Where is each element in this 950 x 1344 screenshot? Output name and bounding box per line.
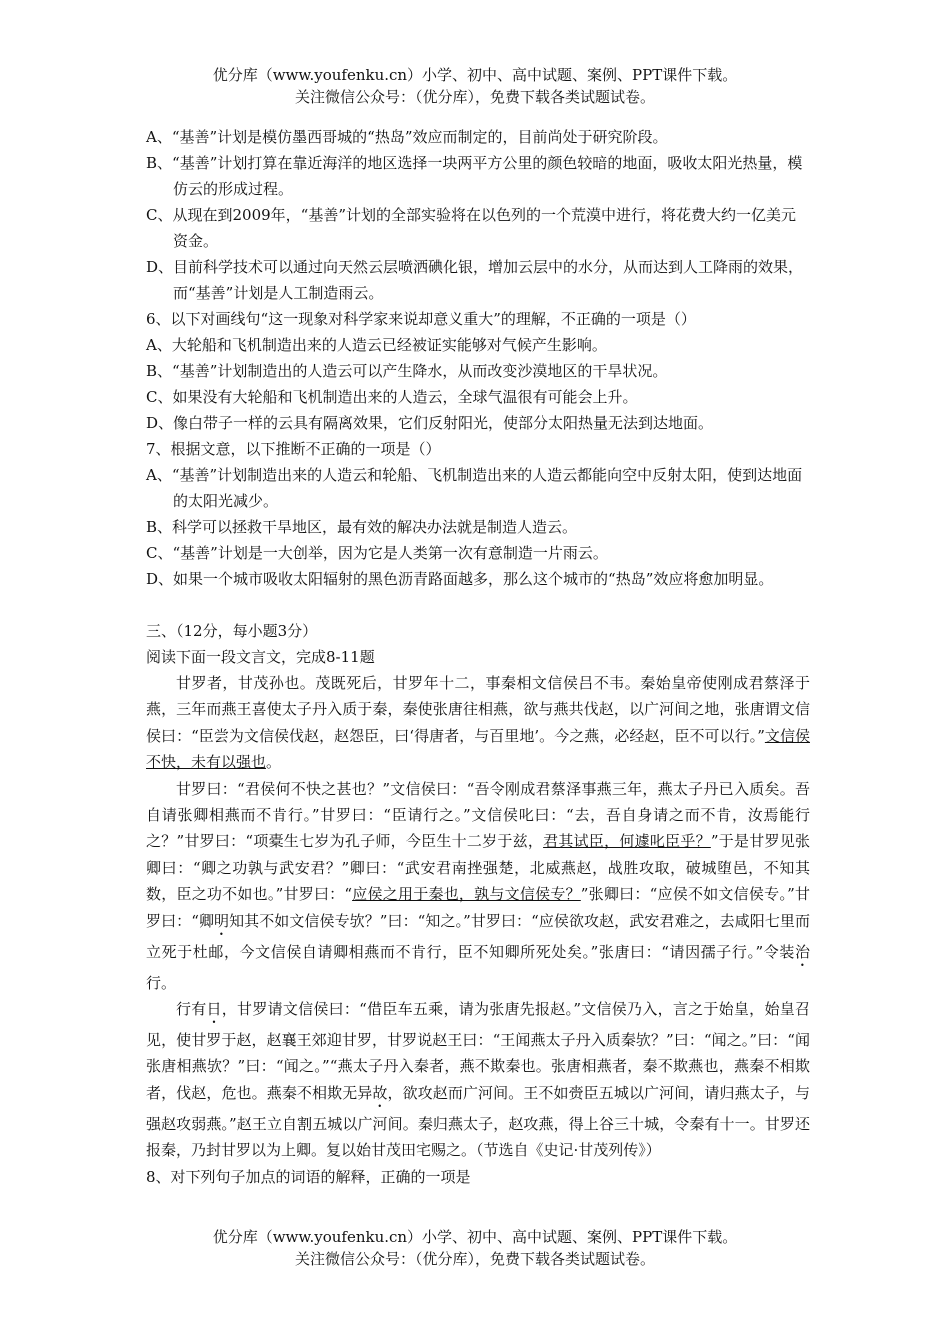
classical-passage-paragraph-2: [146, 776, 810, 996]
section-spacer: [146, 592, 810, 618]
p1-text-b: 。: [266, 753, 282, 772]
q6-option-c: C、如果没有大轮船和飞机制造出来的人造云，全球气温很有可能会上升。: [146, 388, 638, 406]
q7-option-b: B、科学可以拯救干旱地区，最有效的解决办法就是制造人造云。: [146, 518, 578, 536]
question-6: [146, 306, 810, 436]
page-header: [0, 64, 950, 108]
p2-underlined-sentence-1: 君其试臣，何遽叱臣乎？: [543, 832, 711, 851]
q6-option-b: B、“基善”计划制造出的人造云可以产生降水，从而改变沙漠地区的干旱状况。: [146, 362, 668, 380]
question-7: [146, 436, 810, 592]
q7-option-d: D、如果一个城市吸收太阳辐射的黑色沥青路面越多，那么这个城市的“热岛”效应将愈加明显。: [146, 570, 774, 588]
p3-dotted-word-ri: 日: [206, 1000, 222, 1019]
p2-text-a: 甘罗曰：“君侯何不快之甚也？”文信侯曰：“吾令刚成君蔡泽事燕三年，燕太子丹已入质矣。吾自请张卿相燕而不肯行。”甘罗曰：“臣请行之。”文信侯叱曰：“去，吾自身请之而不肯，汝焉能行之？”甘罗曰：“项橐生七岁为孔子师，今臣生十二岁于兹，: [146, 779, 810, 851]
header-line-1: 优分库（www.youfenku.cn）小学、初中、高中试题、案例、PPT课件下载。: [212, 66, 738, 84]
p2-text-b: ”于是甘罗见张卿曰：“卿之功孰与武安君？”卿曰：“武安君南挫强楚，北威燕赵，战胜攻取，破城堕邑，不知其数，臣之功不如也。”甘罗曰：“: [146, 832, 810, 904]
q5-option-c: C、从现在到2009年，“基善”计划的全部实验将在以色列的一个荒漠中进行，将花费大约一亿美元资金。: [146, 206, 796, 250]
q6-option-a: A、大轮船和飞机制造出来的人造云已经被证实能够对气候产生影响。: [146, 336, 607, 354]
footer-line-2: 关注微信公众号：（优分库），免费下载各类试题试卷。: [294, 1250, 655, 1268]
section-3: [146, 618, 810, 1164]
p2-text-c: ”张卿曰：“应侯不如文信侯专。”甘罗曰：“卿: [146, 885, 810, 930]
classical-passage-paragraph-3: [146, 996, 810, 1164]
page-content: [146, 124, 810, 1190]
p2-dotted-word-zhi: 治: [794, 942, 810, 961]
p3-text-b: ，甘罗请文信侯曰：“借臣车五乘，请为张唐先报赵。”文信侯乃入，言之于始皇，始皇召见，使甘罗于赵，赵襄王郊迎甘罗，甘罗说赵王曰：“王闻燕太子丹入质秦欤？”曰：“闻之。”曰：“闻张唐相燕欤？”曰：“闻之。”“燕太子丹入秦者，燕不欺秦也。张唐相燕者，秦不欺燕也，燕秦不相欺者，伐赵，危也。燕秦不相欺无异: [146, 1000, 810, 1102]
q6-option-d: D、像白带子一样的云具有隔离效果，它们反射阳光，使部分太阳热量无法到达地面。: [146, 414, 714, 432]
p3-dotted-word-gu: 故: [372, 1083, 388, 1102]
p3-text-c: ，欲攻赵而广河间。王不如赍臣五城以广河间，请归燕太子，与强赵攻弱燕。”赵王立自割五城以广河间。秦归燕太子，赵攻燕，得上谷三十城，令秦有十一。甘罗还报秦，乃封甘罗以为上卿。复以始甘茂田宅赐之。（节选自《史记·甘茂列传》）: [146, 1083, 810, 1160]
p1-text-a: 甘罗者，甘茂孙也。茂既死后，甘罗年十二，事秦相文信侯吕不韦。秦始皇帝使刚成君蔡泽于燕，三年而燕王喜使太子丹入质于秦，秦使张唐往相燕，欲与燕共伐赵，以广河间之地，张唐谓文信侯曰：“臣尝为文信侯伐赵，赵怨臣，曰‘得唐者，与百里地’。今之燕，必经赵，臣不可以行。”: [146, 674, 810, 745]
header-line-2: 关注微信公众号：（优分库），免费下载各类试题试卷。: [294, 88, 655, 106]
footer-line-1: 优分库（www.youfenku.cn）小学、初中、高中试题、案例、PPT课件下载。: [212, 1228, 738, 1246]
classical-passage-paragraph-1: [146, 670, 810, 776]
q5-option-a: A、“基善”计划是模仿墨西哥城的“热岛”效应而制定的，目前尚处于研究阶段。: [146, 128, 668, 146]
q6-stem: 6、以下对画线句“这一现象对科学家来说却意义重大”的理解，不正确的一项是（）: [146, 310, 696, 328]
q7-stem: 7、根据文意，以下推断不正确的一项是（）: [146, 440, 441, 458]
p1-underlined-sentence: 文信侯不快，未有以强也: [146, 726, 810, 772]
p2-underlined-sentence-2: 应侯之用于秦也，孰与文信侯专？: [352, 885, 581, 904]
q8-stem: 8、对下列句子加点的词语的解释，正确的一项是: [146, 1167, 471, 1186]
p2-text-e: 行。: [146, 973, 177, 992]
p2-dotted-word-ming: 明: [214, 911, 230, 930]
q7-option-c: C、“基善”计划是一大创举，因为它是人类第一次有意制造一片雨云。: [146, 544, 608, 562]
question-5-options: [146, 124, 810, 306]
section-3-instruction: 阅读下面一段文言文，完成8-11题: [146, 648, 375, 666]
section-3-title: 三、（12分，每小题3分）: [146, 622, 318, 640]
q7-option-a: A、“基善”计划制造出来的人造云和轮船、飞机制造出来的人造云都能向空中反射太阳，使到达地面的太阳光减少。: [146, 466, 803, 510]
page-footer: [0, 1226, 950, 1270]
p2-text-d: 知其不如文信侯专欤？”曰：“知之。”甘罗曰：“应侯欲攻赵，武安君难之，去咸阳七里而立死于杜邮，今文信侯自请卿相燕而不肯行，臣不知卿所死处矣。”张唐曰：“请因孺子行。”令装: [146, 911, 810, 961]
p3-text-a: 行有: [176, 1000, 207, 1019]
q5-option-d: D、目前科学技术可以通过向天然云层喷洒碘化银，增加云层中的水分，从而达到人工降雨的效果，而“基善”计划是人工制造雨云。: [146, 258, 804, 302]
q5-option-b: B、“基善”计划打算在靠近海洋的地区选择一块两平方公里的颜色较暗的地面，吸收太阳光热量，模仿云的形成过程。: [146, 154, 803, 198]
